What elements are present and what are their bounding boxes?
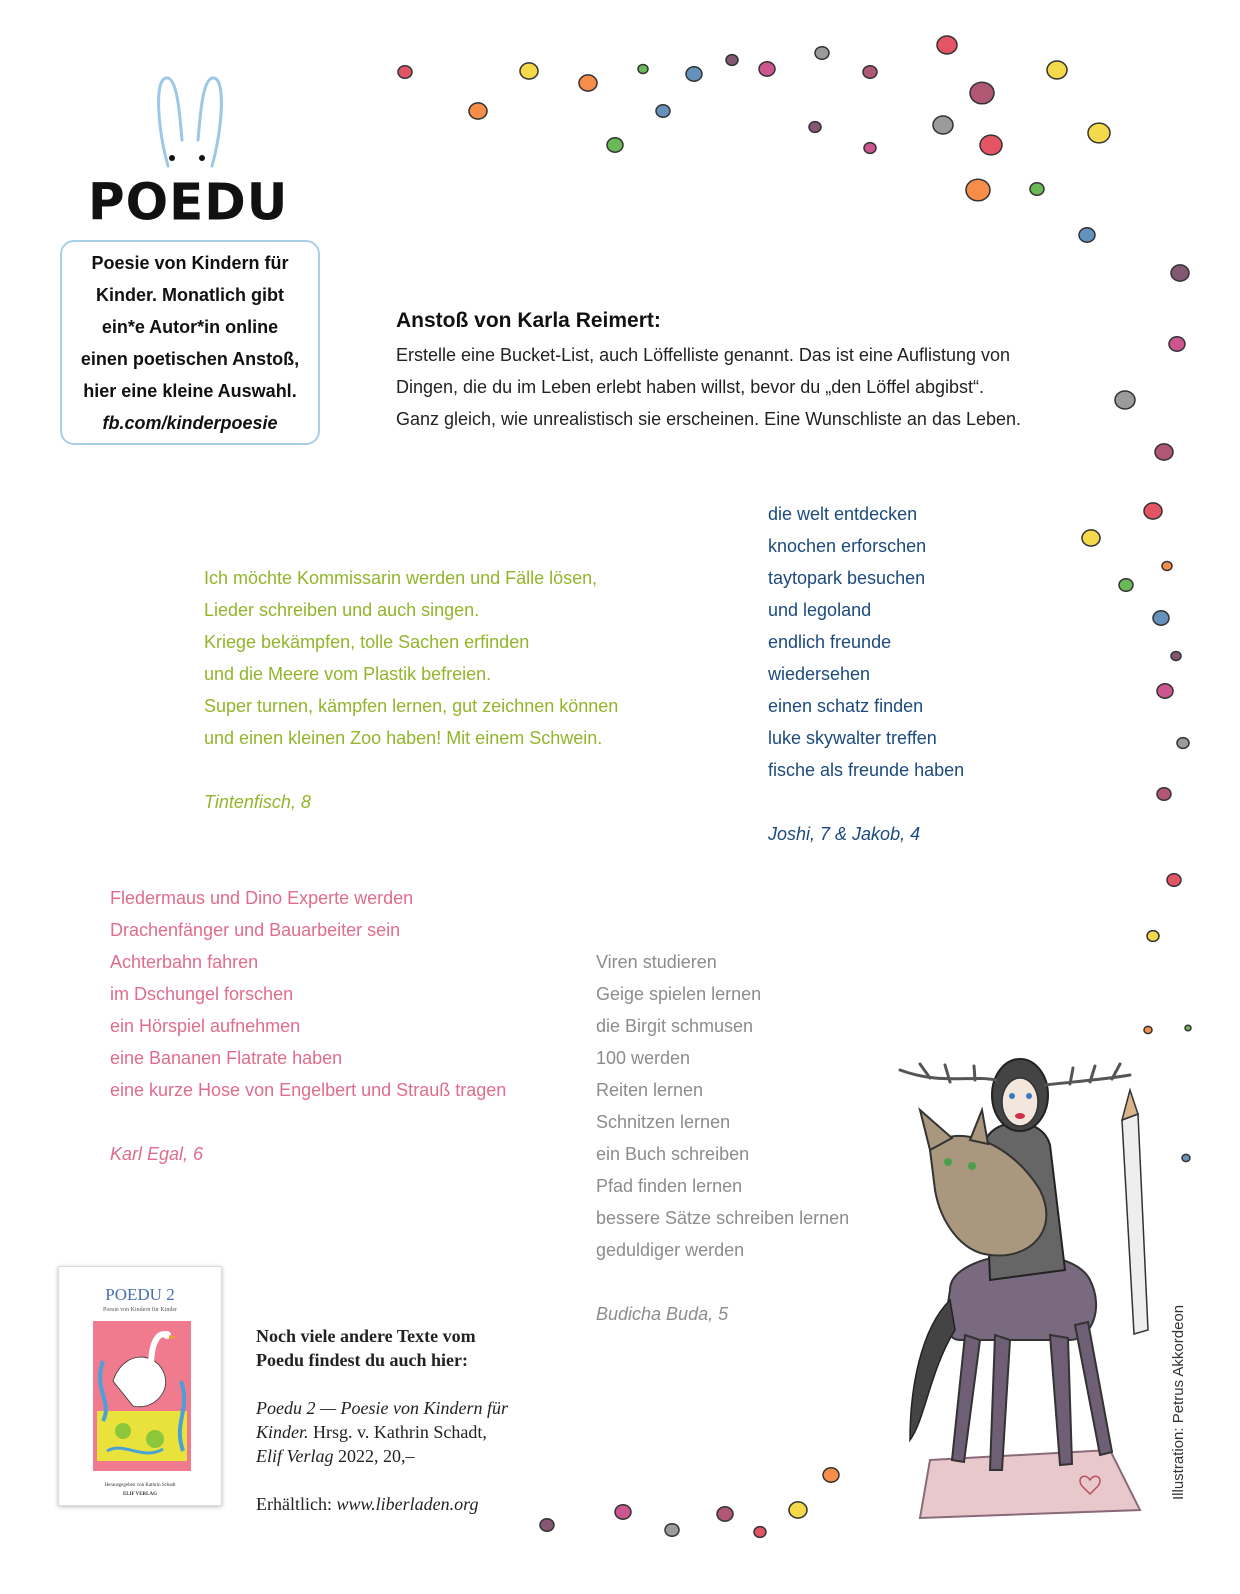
confetti-dot [717,1507,733,1521]
facebook-link[interactable]: fb.com/kinderpoesie [102,413,278,433]
confetti-dot [864,143,876,154]
book-cover-title: POEDU 2 [105,1285,175,1304]
confetti-dot [579,75,597,91]
confetti-dot [1115,391,1135,409]
poem-line: eine kurze Hose von Engelbert und Strauß tragen [110,1080,507,1100]
poem-line: ein Buch schreiben [596,1144,750,1164]
intro-line: Kinder. Monatlich gibt [96,285,284,305]
poem-budicha-buda [596,946,849,1330]
poem-author: Joshi, 7 & Jakob, 4 [768,824,921,844]
confetti-dot [607,138,623,152]
confetti-dot [1171,652,1181,661]
confetti-dot [1171,265,1189,281]
confetti-dot [759,62,775,76]
poem-line: Achterbahn fahren [110,952,259,972]
poem-line: Viren studieren [596,952,717,972]
confetti-dot [1153,611,1169,625]
poem-line: und legoland [768,600,872,620]
confetti-dot [937,36,957,54]
confetti-dot [970,82,994,104]
confetti-dot [665,1524,679,1537]
poem-line: knochen erforschen [768,536,927,556]
poem-line: Super turnen, kämpfen lernen, gut zeichnen können [204,696,619,716]
confetti-dot [1169,337,1185,351]
prompt-section [396,306,1096,435]
poem-line: Pfad finden lernen [596,1176,743,1196]
confetti-dot [1088,123,1110,143]
confetti-dot [1119,579,1133,592]
confetti-dot [1182,1154,1190,1161]
poem-author: Budicha Buda, 5 [596,1304,729,1324]
confetti-dot [469,103,487,119]
book-promo [256,1324,516,1516]
prompt-line: Erstelle eine Bucket-List, auch Löffelliste genannt. Das ist eine Auflistung von [396,345,1011,365]
promo-publisher: Elif Verlag [256,1446,334,1466]
intro-line: einen poetischen Anstoß, [80,349,300,369]
book-cover-editor: Herausgegeben von Kathrin Schadt [104,1483,176,1488]
confetti-dot [809,122,821,133]
poem-line: wiedersehen [768,664,871,684]
intro-box [60,240,320,445]
poem-line: einen schatz finden [768,696,924,716]
liberladen-link[interactable]: www.liberladen.org [336,1494,479,1514]
confetti-dot [1079,228,1095,242]
confetti-dot [1155,444,1173,460]
promo-price: 2022, 20,– [333,1446,415,1466]
confetti-dot [726,55,738,66]
poem-joshi-jakob [768,498,964,850]
promo-book-info [256,1396,516,1468]
poem-line: Ich möchte Kommissarin werden und Fälle lösen, [204,568,598,588]
confetti-dot [815,47,829,60]
poem-line: die Birgit schmusen [596,1016,754,1036]
confetti-dot [1147,931,1159,942]
book-cover[interactable] [58,1266,222,1506]
poem-line: Schnitzen lernen [596,1112,731,1132]
confetti-dot [966,179,990,201]
confetti-dot [1177,738,1189,749]
confetti-dot [1157,788,1171,801]
confetti-dot [823,1468,839,1482]
confetti-dot [540,1519,554,1532]
logo-wordmark: POEDU [88,172,289,232]
poem-line: taytopark besuchen [768,568,926,588]
confetti-dot [1144,503,1162,519]
confetti-dot [1162,562,1172,571]
confetti-dot [754,1527,766,1538]
confetti-dot [656,105,670,118]
confetti-dot [1030,183,1044,196]
poem-author: Tintenfisch, 8 [204,792,311,812]
confetti-dot [1082,530,1100,546]
poem-line: 100 werden [596,1048,691,1068]
centaur-woman-with-cat-illustration-icon [890,1040,1160,1520]
poem-line: geduldiger werden [596,1240,745,1260]
poem-line: Kriege bekämpfen, tolle Sachen erfinden [204,632,530,652]
prompt-line: Dingen, die du im Leben erlebt haben willst, bevor du „den Löffel abgibst“. [396,377,985,397]
poem-line: und einen kleinen Zoo haben! Mit einem Schwein. [204,728,603,748]
poem-line: Drachenfänger und Bauarbeiter sein [110,920,401,940]
poem-tintenfisch [204,562,618,818]
confetti-dot [1167,874,1181,887]
poem-line: Fledermaus und Dino Experte werden [110,888,414,908]
poem-line: fische als freunde haben [768,760,965,780]
confetti-dot [980,135,1002,155]
poem-line: ein Hörspiel aufnehmen [110,1016,301,1036]
poedu-logo [80,70,310,240]
confetti-dot [933,116,953,134]
poem-line: Geige spielen lernen [596,984,762,1004]
poem-line: die welt entdecken [768,504,918,524]
confetti-dot [1047,61,1067,79]
confetti-dot [789,1502,807,1518]
poem-line: und die Meere vom Plastik befreien. [204,664,492,684]
promo-availability [256,1492,516,1516]
bunny-ears-icon [150,70,230,170]
poem-line: Lieder schreiben und auch singen. [204,600,480,620]
book-cover-publisher: ELIF VERLAG [122,1492,158,1497]
confetti-dot [863,66,877,79]
goose-drawing-icon [93,1321,191,1479]
poem-karl-egal [110,882,506,1170]
confetti-dot [615,1505,631,1519]
intro-line: hier eine kleine Auswahl. [83,381,297,401]
poem-line: eine Bananen Flatrate haben [110,1048,343,1068]
confetti-dot [398,66,412,79]
poem-line: endlich freunde [768,632,892,652]
promo-book-editor: Hrsg. v. Kathrin Schadt, [308,1422,487,1442]
confetti-dot [686,67,702,81]
promo-book-title: Poedu 2 — Poesie von Kindern für Kinder. [256,1398,508,1442]
intro-line: Poesie von Kindern für [91,253,289,273]
confetti-dot [638,65,648,74]
illustration-credit: Illustration: Petrus Akkordeon [1170,1304,1187,1500]
poem-line: bessere Sätze schreiben lernen [596,1208,850,1228]
prompt-title: Anstoß von Karla Reimert: [396,309,661,332]
confetti-dot [1157,684,1173,698]
poem-line: Reiten lernen [596,1080,704,1100]
confetti-dot [1185,1025,1191,1030]
book-cover-subtitle: Poesie von Kindern für Kinder [103,1307,177,1313]
promo-available-label: Erhältlich: [256,1494,337,1514]
poem-line: luke skywalter treffen [768,728,937,748]
promo-heading: Noch viele andere Texte vom Poedu findest du auch hier: [256,1326,476,1370]
confetti-dot [1144,1026,1152,1033]
poem-line: im Dschungel forschen [110,984,294,1004]
intro-line: ein*e Autor*in online [101,317,279,337]
prompt-line: Ganz gleich, wie unrealistisch sie erscheinen. Eine Wunschliste an das Leben. [396,409,1022,429]
confetti-dot [520,63,538,79]
poem-author: Karl Egal, 6 [110,1144,204,1164]
